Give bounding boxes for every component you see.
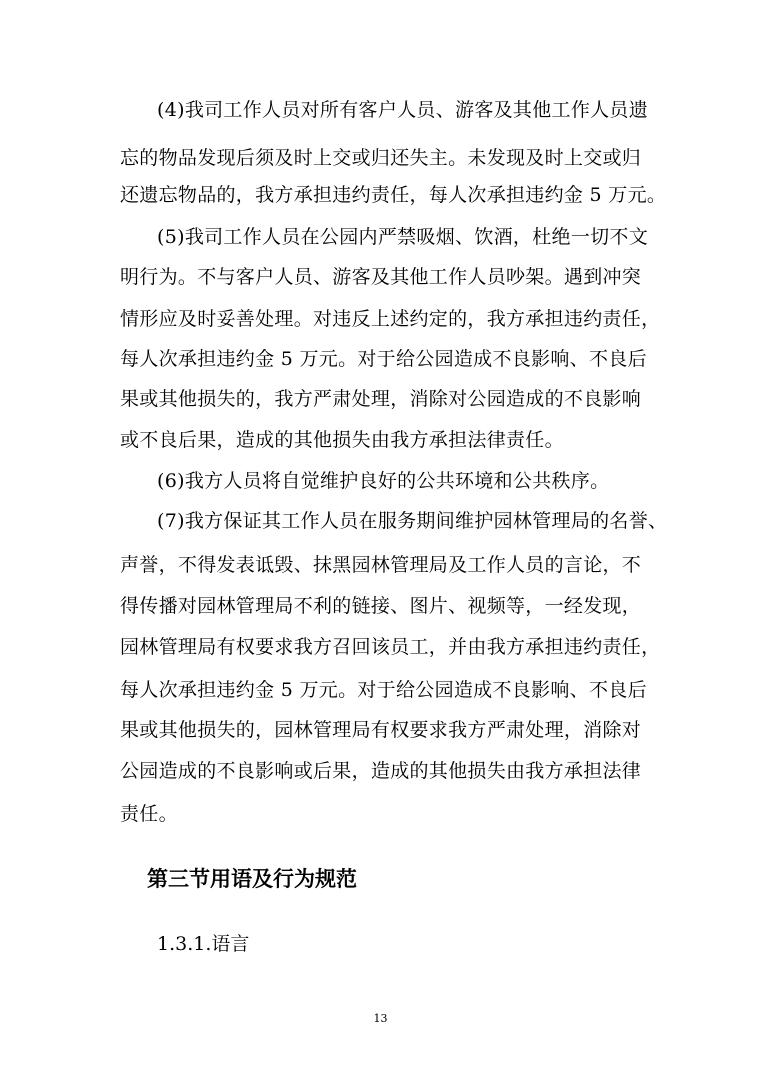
paragraph-line: 情形应及时妥善处理。对违反上述约定的，我方承担违约责任，: [120, 308, 661, 330]
subsection-heading: 1.3.1.语言: [157, 933, 250, 955]
paragraph-line: (7)我方保证其工作人员在服务期间维护园林管理局的名誉、: [157, 510, 668, 532]
paragraph-line: 还遗忘物品的，我方承担违约责任，每人次承担违约金 5 万元。: [120, 184, 667, 206]
paragraph-line: (6)我方人员将自觉维护良好的公共环境和公共秩序。: [157, 470, 610, 492]
paragraph-line: (4)我司工作人员对所有客户人员、游客及其他工作人员遗: [157, 99, 649, 121]
paragraph-line: 公园造成的不良影响或后果，造成的其他损失由我方承担法律: [120, 760, 642, 782]
page-number: 13: [373, 1012, 388, 1025]
paragraph-line: 每人次承担违约金 5 万元。对于给公园造成不良影响、不良后: [120, 679, 647, 701]
paragraph-line: 园林管理局有权要求我方召回该员工，并由我方承担违约责任，: [120, 636, 661, 658]
paragraph-line: 果或其他损失的，我方严肃处理，消除对公园造成的不良影响: [120, 388, 642, 410]
paragraph-line: 得传播对园林管理局不利的链接、图片、视频等，一经发现，: [120, 595, 642, 617]
paragraph-line: 明行为。不与客户人员、游客及其他工作人员吵架。遇到冲突: [120, 266, 642, 288]
section-heading: 第三节用语及行为规范: [147, 867, 357, 891]
paragraph-line: 声誉，不得发表诋毁、抹黑园林管理局及工作人员的言论，不: [120, 554, 642, 576]
paragraph-line: 果或其他损失的，园林管理局有权要求我方严肃处理，消除对: [120, 719, 642, 741]
paragraph-line: (5)我司工作人员在公园内严禁吸烟、饮酒，杜绝一切不文: [157, 226, 649, 248]
paragraph-line: 忘的物品发现后须及时上交或归还失主。未发现及时上交或归: [120, 147, 642, 169]
paragraph-line: 或不良后果，造成的其他损失由我方承担法律责任。: [120, 429, 564, 451]
paragraph-line: 每人次承担违约金 5 万元。对于给公园造成不良影响、不良后: [120, 348, 647, 370]
paragraph-line: 责任。: [120, 803, 178, 825]
